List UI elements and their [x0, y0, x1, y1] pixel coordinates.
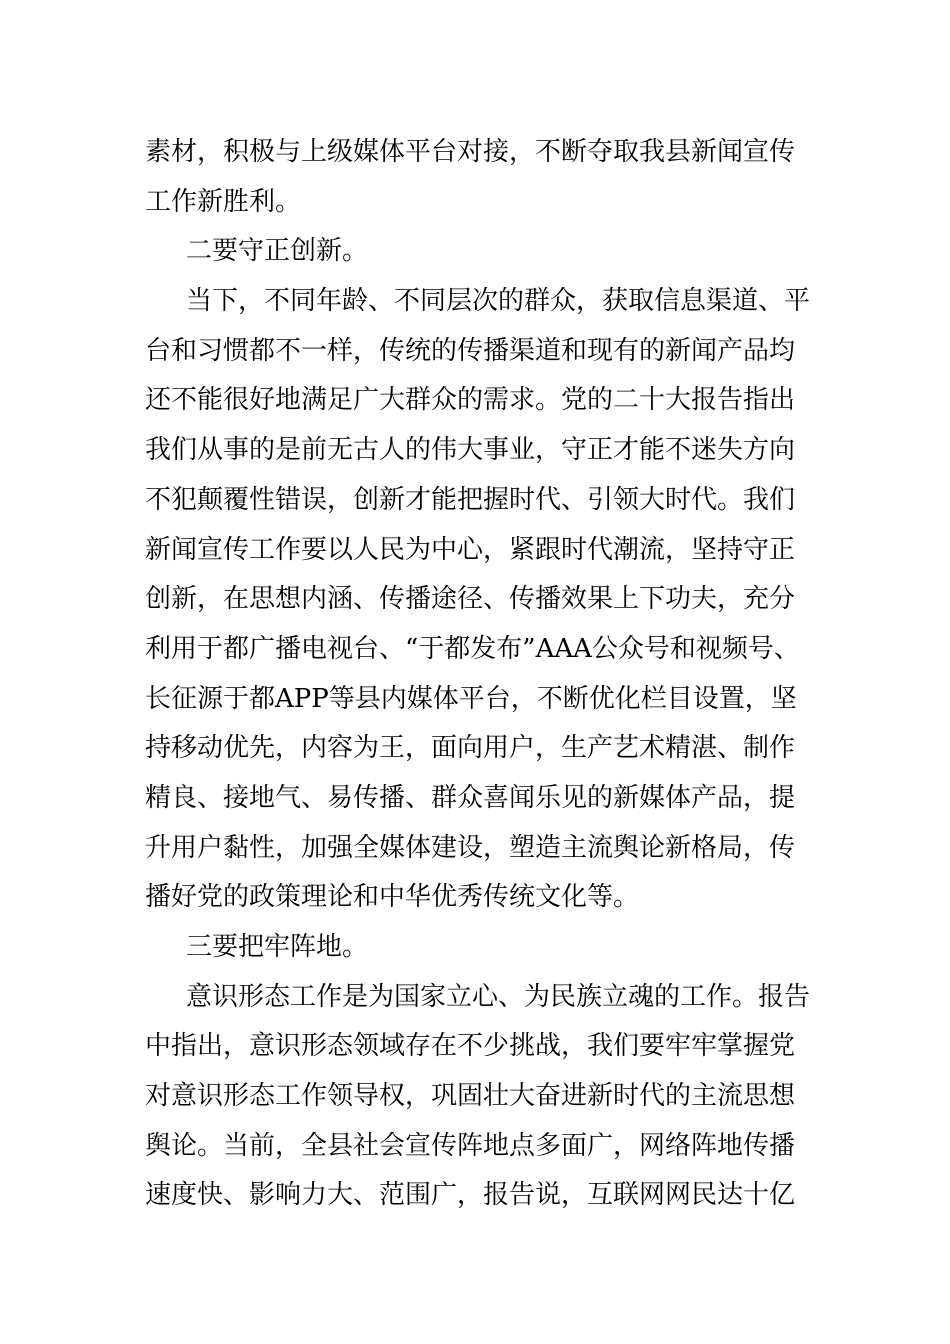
text-line: 台和习惯都不一样，传统的传播渠道和现有的新闻产品均 — [145, 335, 796, 366]
body-text — [145, 128, 835, 1221]
text-line: 升用户黏性，加强全媒体建设，塑造主流舆论新格局，传 — [145, 832, 796, 863]
text-line: 舆论。当前，全县社会宣传阵地点多面广，网络阵地传播 — [145, 1130, 796, 1161]
text-line: 精良、接地气、易传播、群众喜闻乐见的新媒体产品，提 — [145, 782, 796, 813]
text-line: 速度快、影响力大、范围广，报告说，互联网网民达十亿 — [145, 1180, 796, 1211]
text-line: 持移动优先，内容为王，面向用户，生产艺术精湛、制作 — [145, 733, 796, 764]
text-line: 我们从事的是前无古人的伟大事业，守正才能不迷失方向 — [145, 435, 796, 466]
text-line: 三要把牢阵地。 — [186, 932, 369, 962]
text-line: 长征源于都APP等县内媒体平台，不断优化栏目设置，坚 — [145, 683, 797, 714]
text-line: 新闻宣传工作要以人民为中心，紧跟时代潮流，坚持守正 — [145, 534, 796, 565]
text-line: 不犯颠覆性错误，创新才能把握时代、引领大时代。我们 — [145, 484, 796, 515]
text-line: 二要守正创新。 — [186, 236, 369, 267]
text-line: 工作新胜利。 — [145, 186, 302, 217]
text-line: 素材，积极与上级媒体平台对接，不断夺取我县新闻宣传 — [145, 137, 796, 167]
text-line: 创新，在思想内涵、传播途径、传播效果上下功夫，充分 — [145, 584, 796, 615]
text-line: 当下，不同年龄、不同层次的群众，获取信息渠道、平 — [186, 286, 811, 317]
text-line: 对意识形态工作领导权，巩固壮大奋进新时代的主流思想 — [145, 1081, 796, 1112]
text-line: 还不能很好地满足广大群众的需求。党的二十大报告指出 — [145, 385, 796, 416]
text-line: 意识形态工作是为国家立心、为民族立魂的工作。报告 — [186, 981, 811, 1012]
text-line: 利用于都广播电视台、“于都发布”AAA公众号和视频号、 — [145, 633, 800, 664]
text-line: 中指出，意识形态领域存在不少挑战，我们要牢牢掌握党 — [145, 1031, 796, 1062]
text-line: 播好党的政策理论和中华优秀传统文化等。 — [145, 882, 640, 913]
